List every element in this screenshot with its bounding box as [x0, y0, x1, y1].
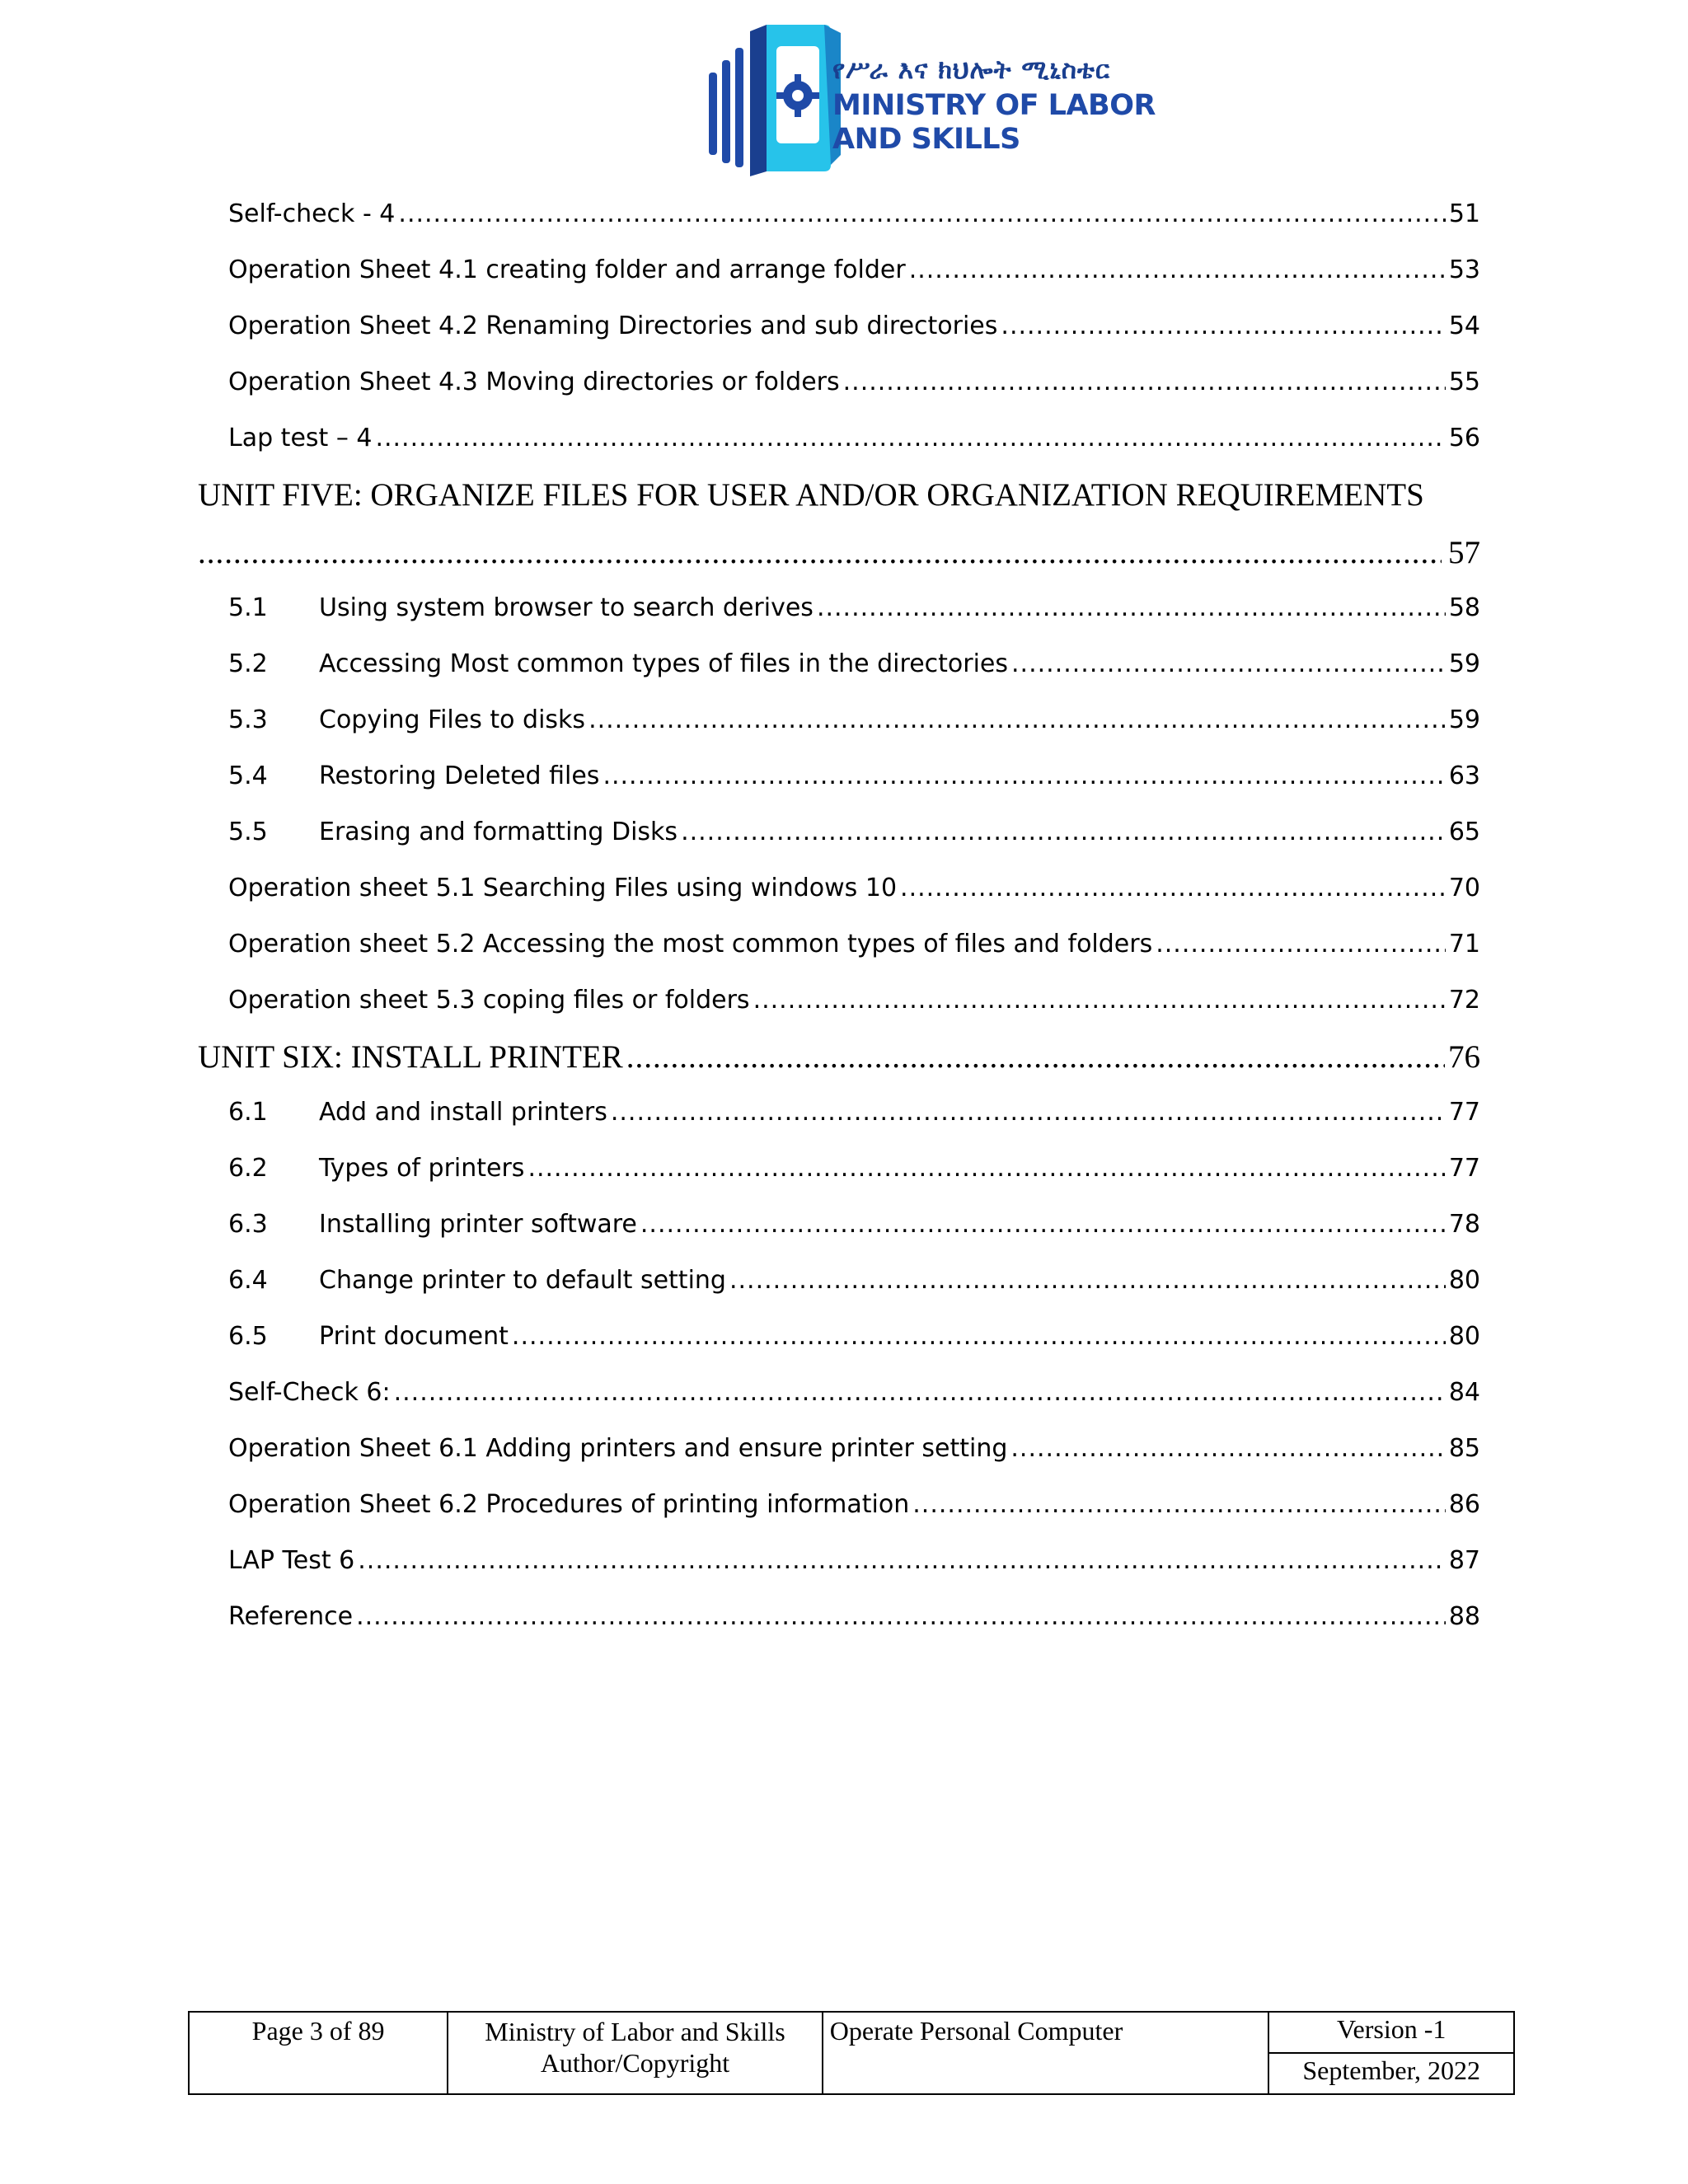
toc-unit-page: 76	[1448, 1039, 1480, 1075]
toc-entry-page: 55	[1448, 368, 1480, 396]
toc-entry-page: 54	[1448, 312, 1480, 340]
logo-text	[832, 55, 1156, 156]
toc-entry-label: Operation Sheet 6.2 Procedures of printing information	[228, 1490, 910, 1519]
toc-subsection[interactable]	[228, 593, 1480, 622]
toc-section-number: 6.2	[228, 1154, 268, 1183]
toc-leader-dots	[398, 199, 1445, 228]
toc-entry[interactable]	[228, 368, 1480, 396]
toc-entry-label: Reference	[228, 1602, 354, 1631]
toc-entry-label: Operation Sheet 6.1 Adding printers and ensure printer setting	[228, 1434, 1008, 1463]
toc-leader-dots	[198, 534, 1442, 571]
toc-subsection[interactable]	[228, 1322, 1480, 1351]
toc-leader-dots	[603, 762, 1445, 790]
toc-entry-page: 53	[1448, 255, 1480, 284]
toc-entry-page: 78	[1448, 1210, 1480, 1239]
toc-entry[interactable]	[228, 255, 1480, 284]
toc-subsection[interactable]	[228, 649, 1480, 678]
toc-leader-dots	[900, 874, 1446, 902]
toc-entry-label: Accessing Most common types of files in the directories	[319, 649, 1009, 678]
toc-section-number: 6.5	[228, 1322, 268, 1351]
logo-amharic-name: የሥራ እና ክህሎት ሚኒስቴር	[832, 55, 1110, 85]
toc-entry[interactable]	[228, 1434, 1480, 1463]
toc-entry-label: Self-Check 6:	[228, 1378, 391, 1407]
toc-entry[interactable]	[228, 930, 1480, 958]
toc-entry-label: Lap test – 4	[228, 424, 373, 452]
toc-entry[interactable]	[228, 1546, 1480, 1575]
toc-entry-label: Print document	[319, 1322, 509, 1351]
toc-leader-dots	[375, 424, 1445, 452]
toc-entry-label: Using system browser to search derives	[319, 593, 814, 622]
toc-entry-page: 88	[1448, 1602, 1480, 1631]
toc-entry-page: 59	[1448, 649, 1480, 678]
logo-english-line2: AND SKILLS	[832, 123, 1020, 156]
toc-unit5-heading[interactable]	[198, 476, 1480, 513]
toc-subsection[interactable]	[228, 818, 1480, 846]
toc-entry-label: Restoring Deleted files	[319, 762, 600, 790]
toc-entry-label: Change printer to default setting	[319, 1266, 726, 1295]
toc-entry[interactable]	[228, 312, 1480, 340]
toc-entry-page: 63	[1448, 762, 1480, 790]
toc-entry-page: 84	[1448, 1378, 1480, 1407]
toc-entry[interactable]	[228, 1490, 1480, 1519]
toc-entry-label: Add and install printers	[319, 1098, 607, 1127]
toc-entry[interactable]	[228, 874, 1480, 902]
toc-leader-dots	[1010, 1434, 1445, 1463]
toc-entry-page: 86	[1448, 1490, 1480, 1519]
toc-entry-page: 72	[1448, 986, 1480, 1015]
footer-version: Version -1	[1268, 2012, 1514, 2053]
toc-entry-label: Copying Files to disks	[319, 705, 586, 734]
toc-entry-label: Types of printers	[319, 1154, 525, 1183]
toc-entry-label: Operation Sheet 4.3 Moving directories or folders	[228, 368, 840, 396]
toc-leader-dots	[753, 986, 1446, 1015]
toc-entry-label: LAP Test 6	[228, 1546, 355, 1575]
toc-unit-label: UNIT SIX: INSTALL PRINTER	[198, 1039, 623, 1075]
toc-leader-dots	[843, 368, 1446, 396]
toc-entry-page: 85	[1448, 1434, 1480, 1463]
toc-entry-label: Operation sheet 5.3 coping files or folders	[228, 986, 750, 1015]
toc-leader-dots	[681, 818, 1446, 846]
toc-leader-dots	[1011, 649, 1446, 678]
toc-entry-label: Operation sheet 5.1 Searching Files using windows 10	[228, 874, 898, 902]
toc-section-number: 5.3	[228, 705, 268, 734]
toc-leader-dots	[512, 1322, 1446, 1351]
toc-entry-page: 56	[1448, 424, 1480, 452]
toc-subsection[interactable]	[228, 705, 1480, 734]
toc-leader-dots	[1001, 312, 1445, 340]
footer-author: Author/Copyright	[540, 2048, 730, 2079]
toc-entry-page: 71	[1448, 930, 1480, 958]
toc-leader-dots	[1156, 930, 1446, 958]
toc-subsection[interactable]	[228, 1210, 1480, 1239]
toc-entry-page: 59	[1448, 705, 1480, 734]
toc-section-number: 6.3	[228, 1210, 268, 1239]
toc-entry-page: 87	[1448, 1546, 1480, 1575]
toc-entry-page: 51	[1448, 199, 1480, 228]
toc-leader-dots	[358, 1546, 1446, 1575]
footer-ministry-name: Ministry of Labor and Skills	[485, 2017, 785, 2046]
toc-section-number: 6.1	[228, 1098, 268, 1127]
toc-subsection[interactable]	[228, 1266, 1480, 1295]
toc-unit6-heading[interactable]	[198, 1038, 1480, 1076]
toc-subsection[interactable]	[228, 1154, 1480, 1183]
toc-leader-dots	[528, 1154, 1445, 1183]
toc-leader-dots	[394, 1378, 1446, 1407]
toc-section-number: 5.5	[228, 818, 268, 846]
toc-entry-page: 70	[1448, 874, 1480, 902]
toc-unit-page: 57	[1448, 535, 1480, 570]
toc-leader-dots	[356, 1602, 1446, 1631]
toc-section-number: 6.4	[228, 1266, 268, 1295]
toc-leader-dots	[611, 1098, 1446, 1127]
toc-entry-label: Operation sheet 5.2 Accessing the most common types of files and folders	[228, 930, 1153, 958]
toc-unit5-leader-line[interactable]	[198, 534, 1480, 571]
toc-entry-page: 77	[1448, 1154, 1480, 1183]
toc-entry-page: 65	[1448, 818, 1480, 846]
toc-entry-page: 80	[1448, 1266, 1480, 1295]
toc-leader-dots	[588, 705, 1446, 734]
toc-subsection[interactable]	[228, 1098, 1480, 1127]
toc-entry[interactable]	[228, 1602, 1480, 1631]
toc-entry[interactable]	[228, 1378, 1480, 1407]
toc-section-number: 5.1	[228, 593, 268, 622]
logo-english-line1: MINISTRY OF LABOR	[832, 89, 1156, 122]
toc-entry-label: Operation Sheet 4.2 Renaming Directories and sub directories	[228, 312, 998, 340]
toc-entry-label: Installing printer software	[319, 1210, 637, 1239]
toc-unit-label: UNIT FIVE: ORGANIZE FILES FOR USER AND/OR ORGANIZATION REQUIREMENTS	[198, 477, 1424, 513]
page-footer-table	[188, 2011, 1515, 2095]
toc-leader-dots	[912, 1490, 1446, 1519]
toc-leader-dots	[640, 1210, 1446, 1239]
toc-leader-dots	[729, 1266, 1446, 1295]
toc-entry-page: 58	[1448, 593, 1480, 622]
toc-entry[interactable]	[228, 199, 1480, 228]
toc-subsection[interactable]	[228, 762, 1480, 790]
toc-leader-dots	[817, 593, 1446, 622]
toc-section-number: 5.2	[228, 649, 268, 678]
footer-date: September, 2022	[1268, 2053, 1514, 2094]
toc-entry[interactable]	[228, 424, 1480, 452]
toc-entry-page: 77	[1448, 1098, 1480, 1127]
toc-leader-dots	[626, 1038, 1445, 1076]
toc-leader-dots	[909, 255, 1446, 284]
toc-entry[interactable]	[228, 986, 1480, 1015]
toc-section-number: 5.4	[228, 762, 268, 790]
footer-page-number: Page 3 of 89	[189, 2012, 448, 2094]
footer-ministry	[448, 2012, 823, 2094]
toc-entry-label: Erasing and formatting Disks	[319, 818, 678, 846]
toc-entry-label: Self-check - 4	[228, 199, 396, 228]
footer-document-title: Operate Personal Computer	[823, 2012, 1269, 2094]
toc-entry-label: Operation Sheet 4.1 creating folder and arrange folder	[228, 255, 906, 284]
toc-entry-page: 80	[1448, 1322, 1480, 1351]
